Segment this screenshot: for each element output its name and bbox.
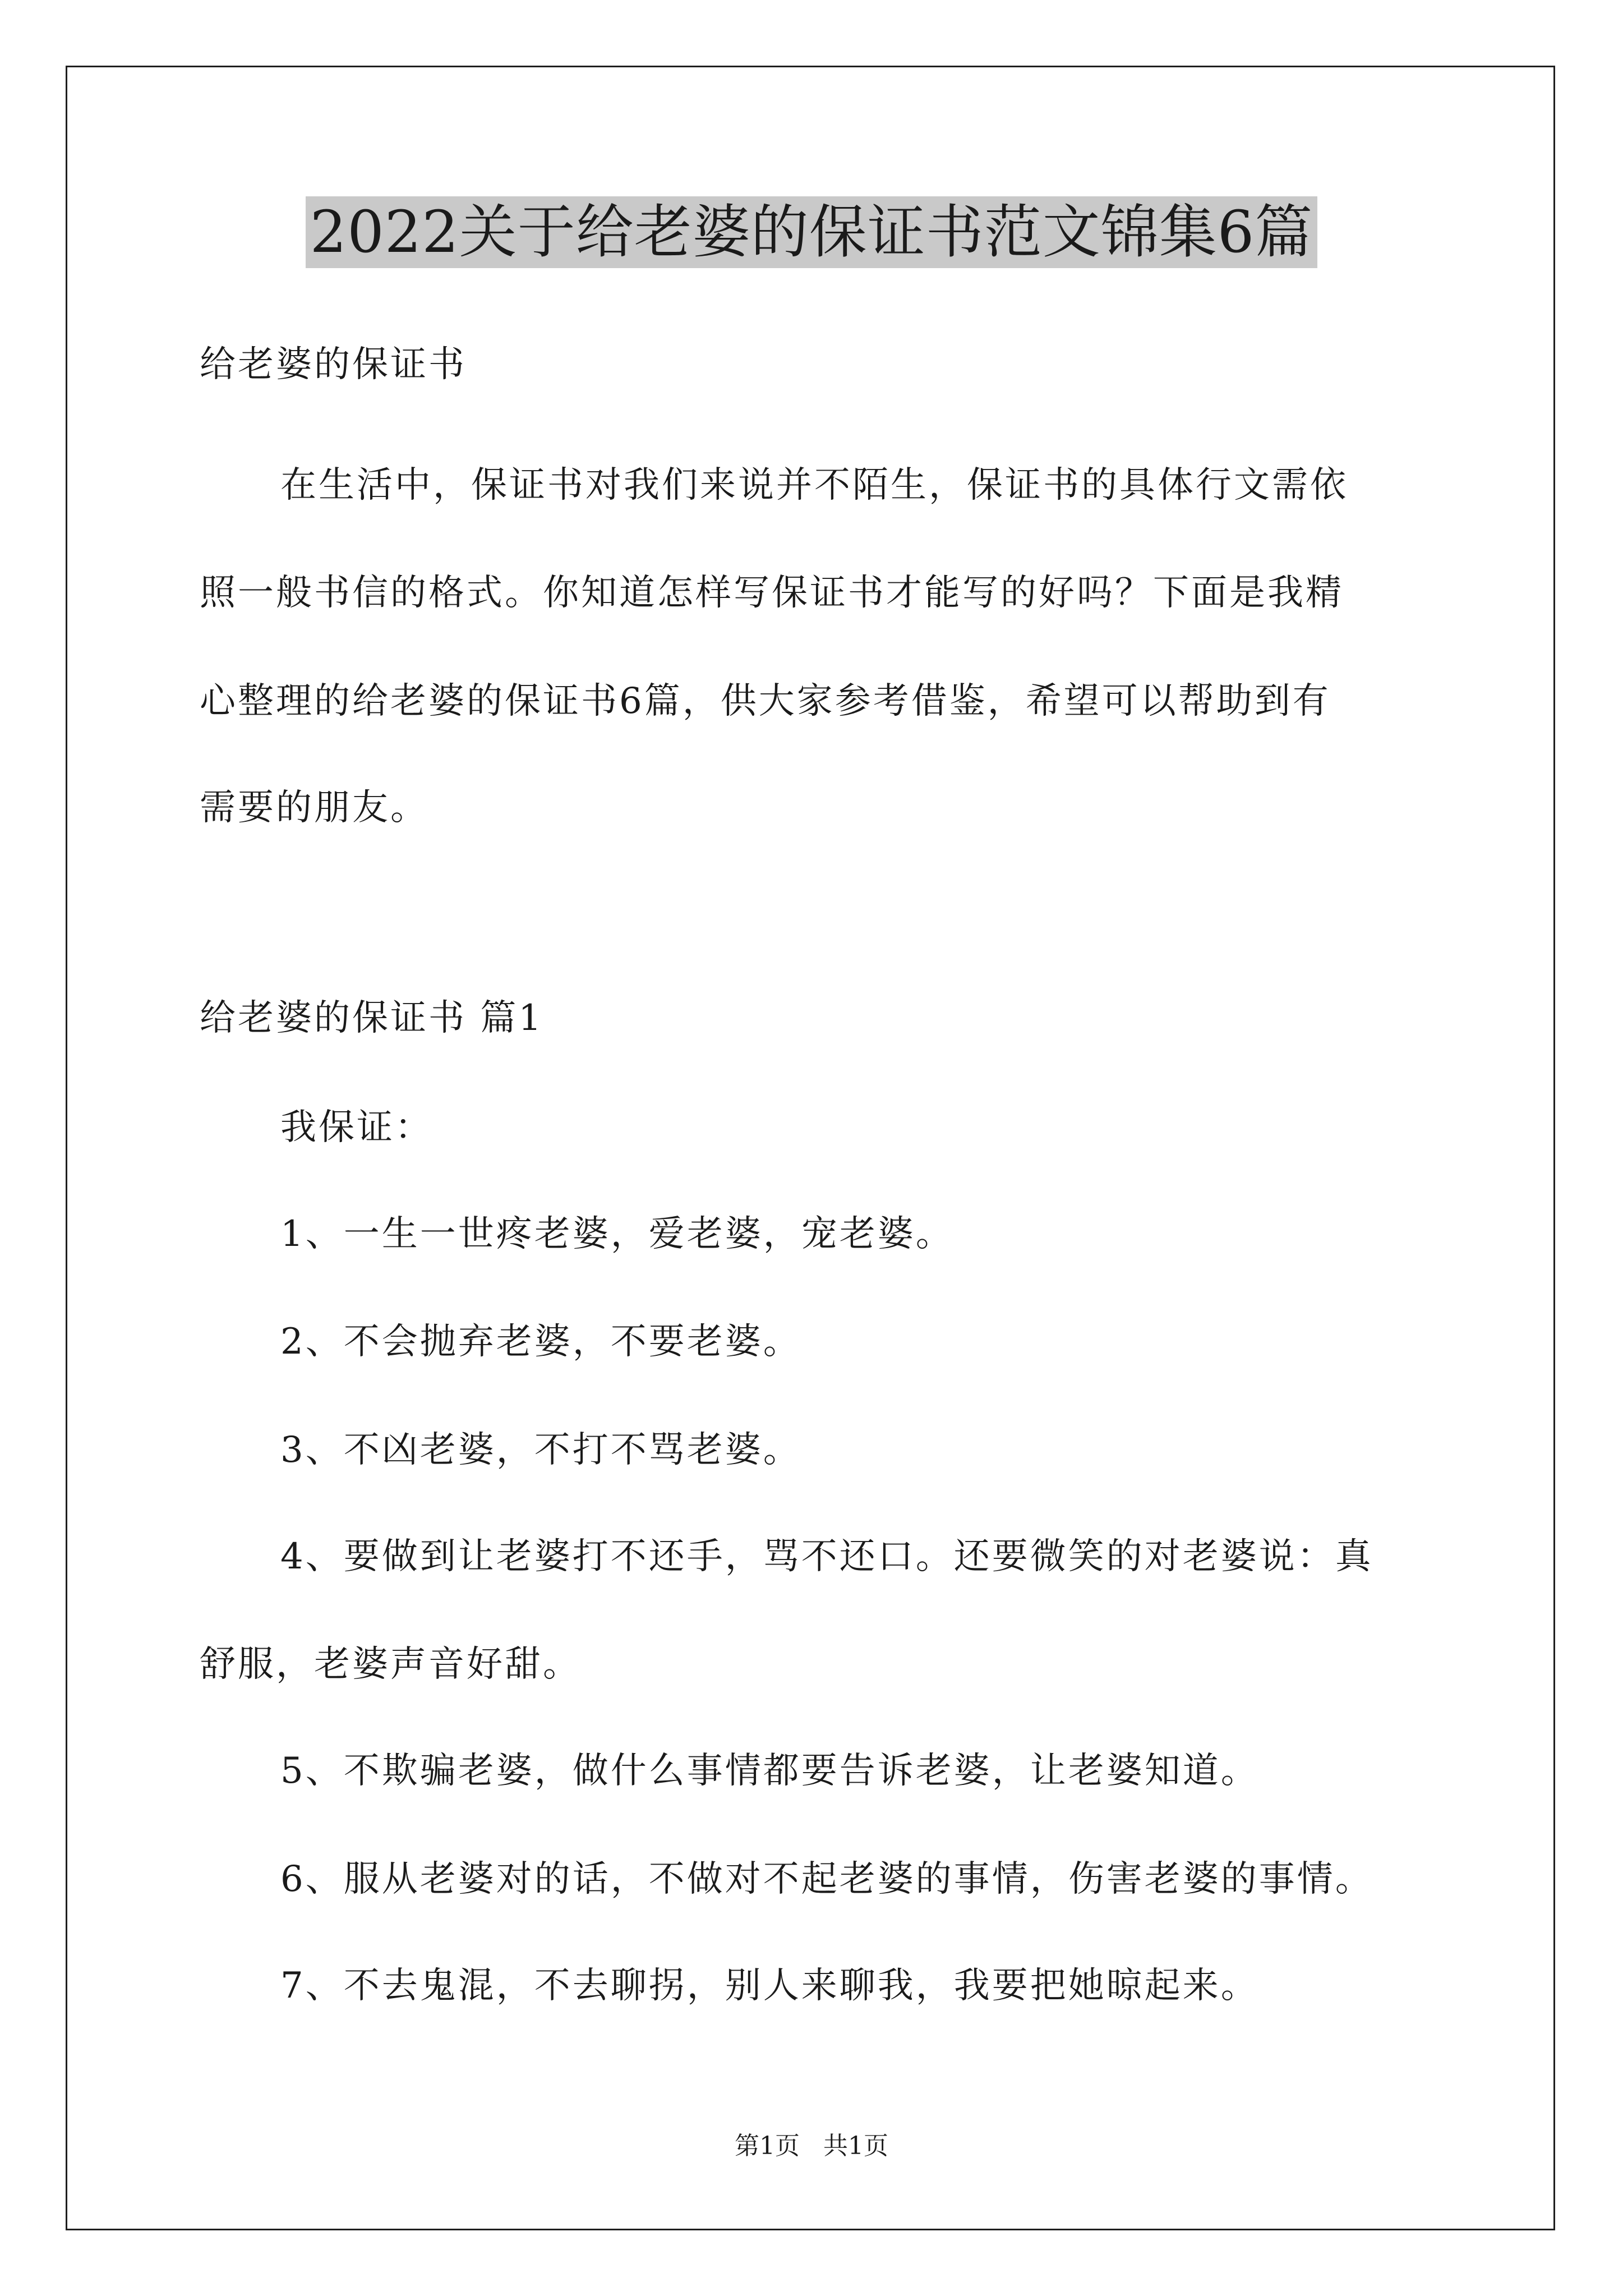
pledge-item-7: 7、不去鬼混，不去聊拐，别人来聊我，我要把她晾起来。 [280, 1965, 1259, 2007]
intro-line-4: 需要的朋友。 [200, 787, 428, 829]
pledge-item-3: 3、不凶老婆，不打不骂老婆。 [280, 1429, 801, 1471]
intro-line-2: 照一般书信的格式。你知道怎样写保证书才能写的好吗？下面是我精 [200, 572, 1344, 614]
pledge-item-4: 4、要做到让老婆打不还手，骂不还口。还要微笑的对老婆说：真 [280, 1536, 1373, 1577]
section-heading: 给老婆的保证书 篇1 [200, 997, 544, 1039]
page-number-footer: 第1页 共1页 [735, 2132, 888, 2160]
pledge-item-2: 2、不会抛弃老婆，不要老婆。 [280, 1321, 801, 1363]
pledge-item-4-continued: 舒服，老婆声音好甜。 [200, 1644, 581, 1685]
pledge-opening: 我保证： [280, 1107, 433, 1148]
pledge-item-6: 6、服从老婆对的话，不做对不起老婆的事情，伤害老婆的事情。 [280, 1858, 1373, 1900]
document-subtitle: 给老婆的保证书 [200, 344, 467, 385]
pledge-item-5: 5、不欺骗老婆，做什么事情都要告诉老婆，让老婆知道。 [280, 1750, 1259, 1792]
pledge-item-1: 1、一生一世疼老婆，爱老婆，宠老婆。 [280, 1213, 954, 1255]
intro-line-3: 心整理的给老婆的保证书6篇，供大家参考借鉴，希望可以帮助到有 [200, 680, 1331, 722]
document-title: 2022关于给老婆的保证书范文锦集6篇 [0, 193, 1623, 272]
intro-line-1: 在生活中，保证书对我们来说并不陌生，保证书的具体行文需依 [280, 464, 1348, 506]
